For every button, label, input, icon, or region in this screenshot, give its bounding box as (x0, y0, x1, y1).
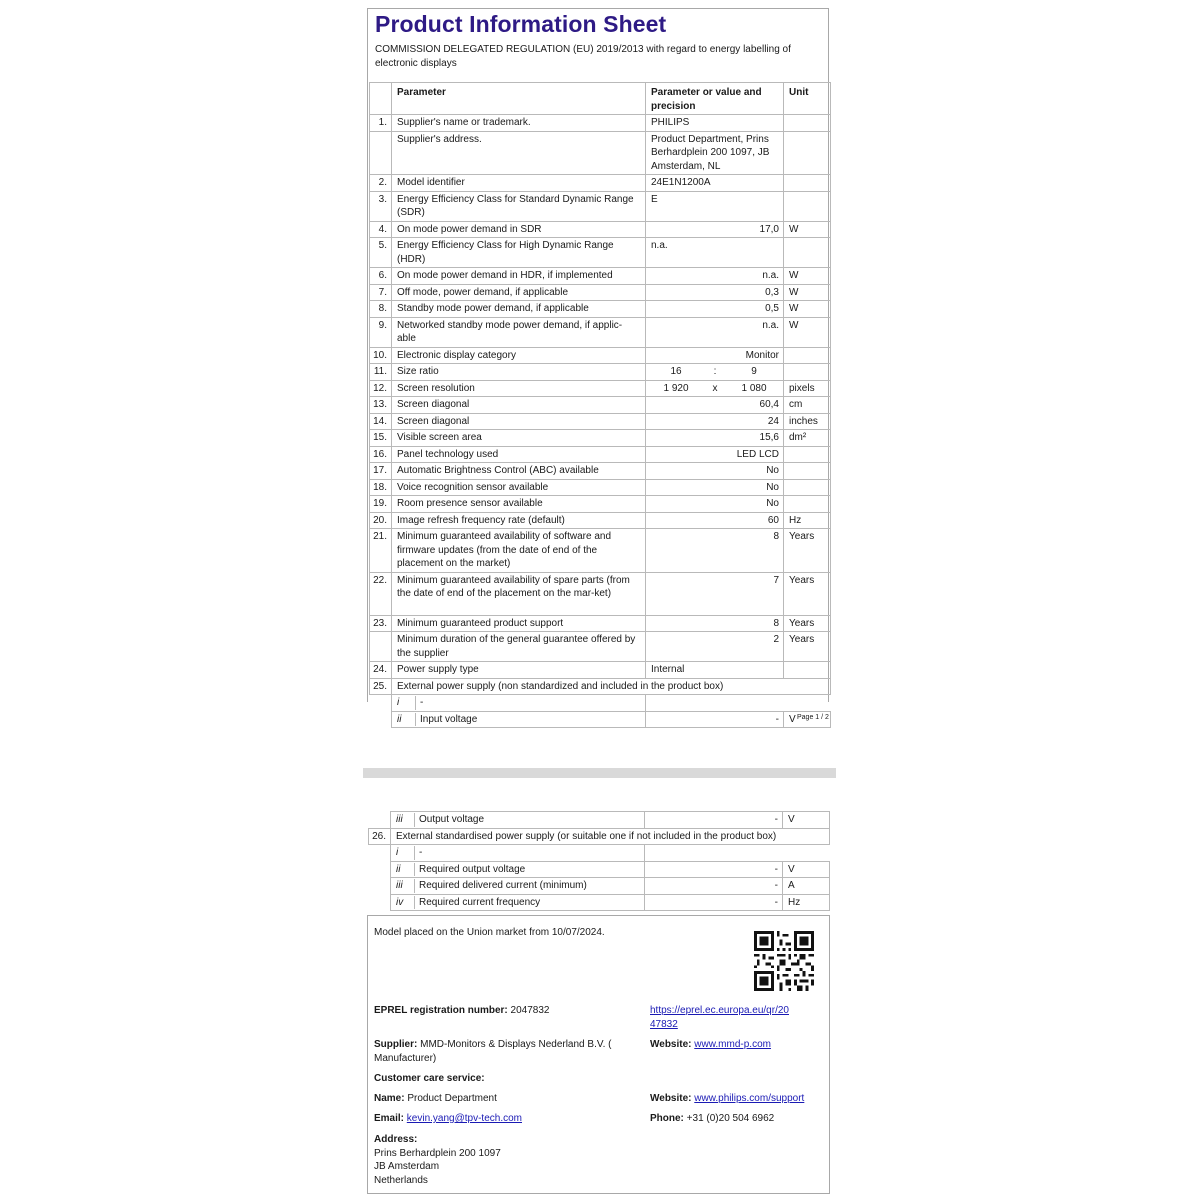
row-number: 2. (370, 175, 392, 192)
row-value: No (646, 479, 784, 496)
page-number: Page 1 / 2 (797, 714, 829, 721)
row-parameter: On mode power demand in HDR, if implemented (392, 268, 646, 285)
row-unit: W (784, 284, 831, 301)
row-number: 22. (370, 572, 392, 615)
row-parameter: Screen resolution (392, 380, 646, 397)
supplier-value: MMD-Monitors & Displays Nederland B.V. ( Manufacturer) (374, 1039, 612, 1064)
row-value: 7 (646, 572, 784, 615)
sub-label: - (414, 846, 649, 860)
page-separator (363, 768, 836, 778)
email-label: Email: (374, 1113, 405, 1124)
row-parameter: Minimum guaranteed availability of spare parts (from the date of end of the placement on the mar-ket) (392, 572, 646, 615)
table-row (370, 529, 831, 573)
sub-index: ii (397, 713, 402, 725)
row-parameter: Supplier's address. (392, 131, 646, 175)
row-unit (784, 364, 831, 381)
row-number: 4. (370, 221, 392, 238)
table-row (370, 284, 831, 301)
sub-index: iii (396, 814, 403, 825)
row-number: 9. (370, 317, 392, 347)
row-unit: W (784, 301, 831, 318)
table-row (369, 878, 830, 895)
eprel-label: EPREL registration number: (374, 1005, 508, 1016)
row-unit (784, 662, 831, 679)
sub-label: Required current frequency (414, 896, 649, 910)
table-row (370, 463, 831, 480)
row-text: External power supply (non standardized and included in the product box) (392, 678, 831, 695)
row-number: 25. (370, 678, 392, 695)
row-value: PHILIPS (646, 115, 784, 132)
row-value: Product Department, Prins Berhardplein 200 1097, JB Amsterdam, NL (646, 131, 784, 175)
row-unit: W (784, 221, 831, 238)
row-parameter: Screen diagonal (392, 413, 646, 430)
row-value: Internal (646, 662, 784, 679)
row-unit (784, 347, 831, 364)
sub-unit: Hz (783, 894, 830, 911)
row-parameter: Off mode, power demand, if applicable (392, 284, 646, 301)
table-row (370, 678, 831, 695)
table-row (370, 175, 831, 192)
table-row (369, 861, 830, 878)
table-row (370, 615, 831, 632)
row-unit (784, 479, 831, 496)
sub-unit: V (783, 812, 830, 829)
row-unit (784, 191, 831, 221)
power-supply-table (368, 811, 830, 911)
row-parameter: Size ratio (392, 364, 646, 381)
sub-unit: V (784, 711, 831, 728)
row-parameter: Voice recognition sensor available (392, 479, 646, 496)
row-number: 12. (370, 380, 392, 397)
table-row (370, 512, 831, 529)
row-value: n.a. (646, 238, 784, 268)
row-number: 6. (370, 268, 392, 285)
row-number: 26. (369, 828, 391, 845)
sub-label: - (415, 696, 650, 710)
row-number: 7. (370, 284, 392, 301)
row-parameter: Standby mode power demand, if applicable (392, 301, 646, 318)
table-row (369, 894, 830, 911)
row-value: 15,6 (646, 430, 784, 447)
page-title: Product Information Sheet (375, 11, 667, 37)
table-row (370, 115, 831, 132)
row-value: Monitor (646, 347, 784, 364)
row-value: 17,0 (646, 221, 784, 238)
row-value: 24 (646, 413, 784, 430)
resolution-cell: 1 920 x 1 080 (646, 380, 784, 397)
row-unit (784, 463, 831, 480)
table-row (370, 632, 831, 662)
website-link[interactable]: www.mmd-p.com (694, 1039, 771, 1050)
row-unit (784, 238, 831, 268)
row-parameter: Energy Efficiency Class for Standard Dynamic Range (SDR) (392, 191, 646, 221)
sub-value: - (645, 861, 783, 878)
row-value: 2 (646, 632, 784, 662)
table-row (370, 662, 831, 679)
row-parameter: Model identifier (392, 175, 646, 192)
row-value: 0,3 (646, 284, 784, 301)
email-link[interactable]: kevin.yang@tpv-tech.com (406, 1113, 522, 1124)
row-value: 60,4 (646, 397, 784, 414)
table-row (370, 268, 831, 285)
row-unit: inches (784, 413, 831, 430)
row-parameter: Room presence sensor available (392, 496, 646, 513)
header-unit: Unit (784, 83, 831, 115)
sub-unit: A (783, 878, 830, 895)
row-value: No (646, 496, 784, 513)
row-unit: Hz (784, 512, 831, 529)
page-two (367, 810, 829, 910)
qr-code-icon (754, 931, 814, 991)
row-value: 8 (646, 615, 784, 632)
row-number: 1. (370, 115, 392, 132)
table-row (370, 191, 831, 221)
table-row (370, 364, 831, 381)
sub-value: - (646, 711, 784, 728)
row-number (370, 632, 392, 662)
table-row (370, 572, 831, 615)
eprel-link[interactable]: https://eprel.ec.europa.eu/qr/20 47832 (650, 1005, 789, 1030)
sub-label: Required output voltage (414, 863, 649, 877)
row-unit (784, 175, 831, 192)
row-number: 15. (370, 430, 392, 447)
phone-label: Phone: (650, 1113, 684, 1124)
row-number: 11. (370, 364, 392, 381)
row-parameter: Image refresh frequency rate (default) (392, 512, 646, 529)
table-row (370, 238, 831, 268)
phone-value: +31 (0)20 504 6962 (686, 1113, 775, 1124)
customer-care-label: Customer care service: (374, 1073, 485, 1084)
row-unit: W (784, 317, 831, 347)
row-parameter: Panel technology used (392, 446, 646, 463)
row-unit (784, 131, 831, 175)
row-value: 8 (646, 529, 784, 573)
name-value: Product Department (407, 1093, 497, 1104)
sub-unit: V (783, 861, 830, 878)
row-parameter: Energy Efficiency Class for High Dynamic Range (HDR) (392, 238, 646, 268)
sub-index: i (396, 847, 399, 858)
size-ratio-cell: 16 : 9 (646, 364, 784, 381)
row-unit: dm² (784, 430, 831, 447)
table-row (370, 695, 831, 712)
row-number: 5. (370, 238, 392, 268)
row-unit: Years (784, 632, 831, 662)
table-row (369, 828, 830, 845)
sub-index: i (397, 697, 400, 708)
table-row (370, 479, 831, 496)
row-value: 24E1N1200A (646, 175, 784, 192)
row-unit: cm (784, 397, 831, 414)
sub-label: Required delivered current (minimum) (414, 879, 649, 893)
eprel-number: 2047832 (510, 1005, 550, 1016)
row-parameter: Automatic Brightness Control (ABC) available (392, 463, 646, 480)
row-number: 17. (370, 463, 392, 480)
sub-label: Output voltage (414, 813, 649, 827)
table-row (370, 380, 831, 397)
table-row (370, 496, 831, 513)
table-row (370, 413, 831, 430)
website-support-label: Website: (650, 1093, 692, 1104)
row-number: 10. (370, 347, 392, 364)
row-text: External standardised power supply (or suitable one if not included in the product box) (391, 828, 830, 845)
sub-index: ii (396, 863, 401, 875)
row-value: n.a. (646, 268, 784, 285)
website-label: Website: (650, 1039, 692, 1050)
header-parameter: Parameter (392, 83, 646, 115)
row-parameter: Electronic display category (392, 347, 646, 364)
row-number: 19. (370, 496, 392, 513)
sub-value: - (645, 894, 783, 911)
sub-value: - (645, 878, 783, 895)
name-label: Name: (374, 1093, 405, 1104)
row-value: n.a. (646, 317, 784, 347)
row-number: 21. (370, 529, 392, 573)
row-unit (784, 115, 831, 132)
table-row (370, 221, 831, 238)
market-date: Model placed on the Union market from 10/07/2024. (374, 927, 605, 938)
row-unit (784, 496, 831, 513)
table-row (370, 131, 831, 175)
parameter-table (369, 82, 831, 728)
table-row (370, 397, 831, 414)
row-parameter: Minimum duration of the general guarantee offered by the supplier (392, 632, 646, 662)
row-unit: Years (784, 572, 831, 615)
row-parameter: Screen diagonal (392, 397, 646, 414)
row-number: 13. (370, 397, 392, 414)
sub-index: iii (396, 880, 403, 891)
row-value: 0,5 (646, 301, 784, 318)
row-number: 16. (370, 446, 392, 463)
row-unit: pixels (784, 380, 831, 397)
table-row (370, 430, 831, 447)
row-number: 8. (370, 301, 392, 318)
row-number: 14. (370, 413, 392, 430)
row-parameter: Visible screen area (392, 430, 646, 447)
row-value: LED LCD (646, 446, 784, 463)
row-parameter: Minimum guaranteed product support (392, 615, 646, 632)
header-number (370, 83, 392, 115)
row-number: 23. (370, 615, 392, 632)
row-parameter: Supplier's name or trademark. (392, 115, 646, 132)
row-parameter: Minimum guaranteed availability of software and firmware updates (from the date of end of the placement on the market) (392, 529, 646, 573)
sub-index: iv (396, 896, 404, 908)
row-parameter: Power supply type (392, 662, 646, 679)
header-value: Parameter or value and precision (646, 83, 784, 115)
table-row (370, 317, 831, 347)
row-value: E (646, 191, 784, 221)
row-unit: Years (784, 529, 831, 573)
row-value: No (646, 463, 784, 480)
supplier-label: Supplier: (374, 1039, 418, 1050)
row-number: 3. (370, 191, 392, 221)
address-block: Address: Prins Berhardplein 200 1097 JB Amsterdam Netherlands (374, 1134, 501, 1186)
row-parameter: On mode power demand in SDR (392, 221, 646, 238)
row-unit (784, 446, 831, 463)
row-unit: W (784, 268, 831, 285)
table-row (370, 301, 831, 318)
website-support-link[interactable]: www.philips.com/support (694, 1093, 805, 1104)
row-number (370, 131, 392, 175)
row-number: 24. (370, 662, 392, 679)
sub-value: - (645, 812, 783, 829)
row-parameter: Networked standby mode power demand, if applic-able (392, 317, 646, 347)
regulation-subtitle: COMMISSION DELEGATED REGULATION (EU) 2019/2013 with regard to energy labelling of electronic displays (375, 44, 791, 69)
table-row (369, 845, 830, 862)
sub-label: Input voltage (415, 713, 650, 727)
table-row (370, 446, 831, 463)
table-row (370, 347, 831, 364)
row-unit: Years (784, 615, 831, 632)
row-value: 60 (646, 512, 784, 529)
row-number: 18. (370, 479, 392, 496)
table-row (369, 812, 830, 829)
supplier-info-box (367, 915, 830, 1194)
row-number: 20. (370, 512, 392, 529)
table-row (370, 711, 831, 728)
